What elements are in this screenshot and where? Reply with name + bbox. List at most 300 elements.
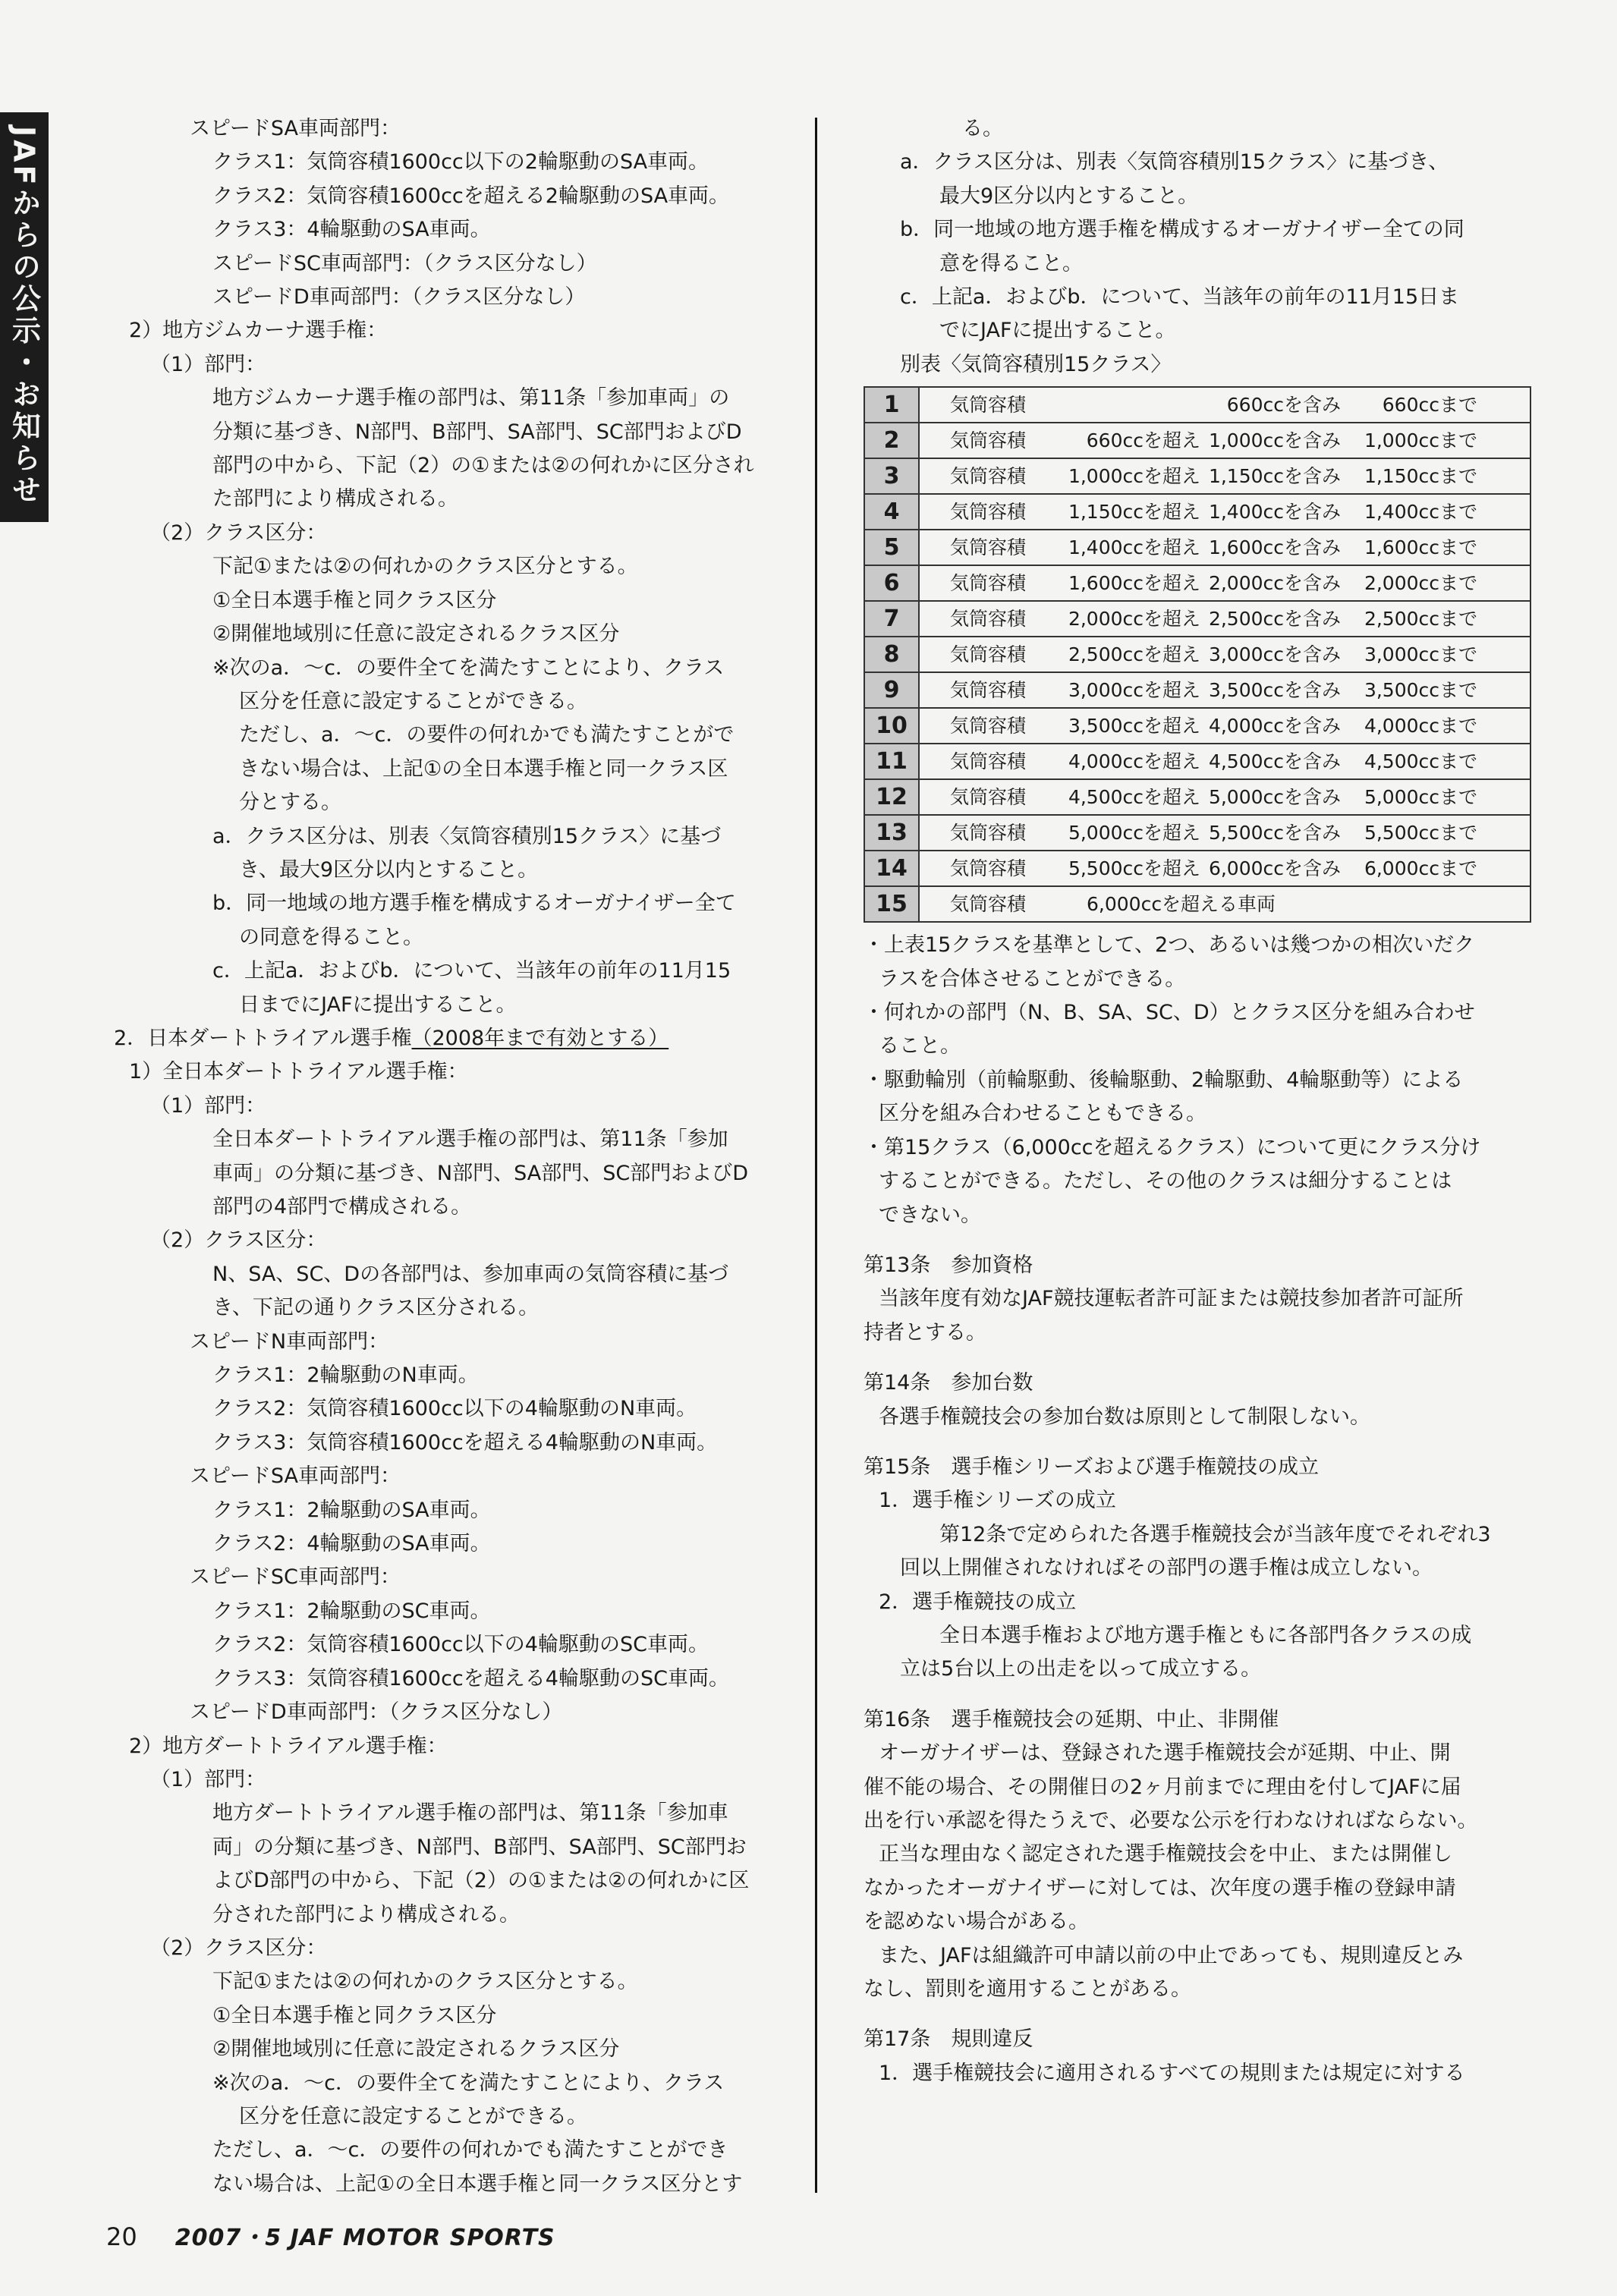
text-line xyxy=(864,963,1531,996)
text-line xyxy=(864,1484,1531,1518)
text-line-content: 2．日本ダートトライアル選手権 xyxy=(114,1026,412,1050)
text-line-content: よびD部門の中から、下記（2）の①または②の何れかに区 xyxy=(212,1869,750,1893)
table-row xyxy=(864,530,1530,565)
text-line-content: クラス2：4輪駆動のSA車両。 xyxy=(212,1532,491,1556)
table-row xyxy=(864,387,1530,423)
range-over: 1,150ccを超え xyxy=(1068,500,1200,523)
text-line-content: 日までにJAFに提出すること。 xyxy=(239,992,517,1017)
text-line-content: 両」の分類に基づき、N部門、B部門、SA部門、SC部門お xyxy=(212,1835,747,1859)
range-including: 5,000ccを含み xyxy=(1208,785,1341,808)
text-line xyxy=(114,1662,797,1696)
displacement-label: 気筒容積 xyxy=(950,429,1027,451)
range-including: 3,500ccを含み xyxy=(1208,678,1341,701)
right-column xyxy=(864,112,1531,2090)
class-number: 2 xyxy=(864,423,919,458)
displacement-label: 気筒容積 xyxy=(950,464,1027,487)
text-line xyxy=(114,753,797,786)
text-line xyxy=(114,652,797,685)
text-line-content: 第17条 規則違反 xyxy=(864,2027,1033,2052)
displacement-label: 気筒容積 xyxy=(950,714,1027,737)
text-line xyxy=(114,1763,797,1797)
text-line xyxy=(114,517,797,550)
class-range xyxy=(919,637,1530,672)
table-row xyxy=(864,565,1530,601)
text-line xyxy=(114,1190,797,1224)
table-row xyxy=(864,494,1530,530)
displacement-label: 気筒容積 xyxy=(950,678,1027,701)
text-line xyxy=(114,989,797,1022)
text-line xyxy=(114,1999,797,2033)
table-row xyxy=(864,672,1530,708)
text-line xyxy=(114,887,797,920)
text-line-content: ②開催地域別に任意に設定されるクラス区分 xyxy=(212,622,620,646)
text-line xyxy=(864,1973,1531,2006)
text-line xyxy=(114,449,797,483)
displacement-label: 気筒容積 xyxy=(950,607,1027,630)
text-line xyxy=(114,854,797,887)
text-line-content: ること。 xyxy=(879,1034,961,1058)
text-line-content: 催不能の場合、その開催日の2ヶ月前までに理由を付してJAFに届 xyxy=(864,1775,1461,1799)
class-number: 1 xyxy=(864,387,919,423)
text-line-content: 出を行い承認を得たうえで、必要な公示を行わなければならない。 xyxy=(864,1809,1478,1832)
text-line xyxy=(114,618,797,651)
text-line-content: 各選手権競技会の参加台数は原則として制限しない。 xyxy=(879,1404,1370,1429)
paragraph-gap xyxy=(864,1350,1531,1367)
text-line-content: なかったオーガナイザーに対しては、次年度の選手権の登録申請 xyxy=(864,1876,1456,1900)
range-upto: 1,150ccまで xyxy=(1364,464,1477,487)
text-line-content: b．同一地域の地方選手権を構成するオーガナイザー全て xyxy=(212,892,736,916)
text-line xyxy=(114,1527,797,1561)
column-divider xyxy=(815,118,817,2193)
text-line xyxy=(114,180,797,213)
text-line-content: ※次のa．～c．の要件全てを満たすことにより、クラス xyxy=(212,656,725,680)
text-line xyxy=(114,921,797,955)
class-number: 15 xyxy=(864,886,919,922)
range-over: 2,500ccを超え xyxy=(1068,643,1200,665)
text-line-content: ・駆動輪別（前輪駆動、後輪駆動、2輪駆動、4輪駆動等）による xyxy=(864,1068,1464,1092)
text-line xyxy=(114,1696,797,1729)
text-line xyxy=(864,2057,1531,2090)
text-line xyxy=(864,1653,1531,1686)
text-line xyxy=(114,2033,797,2066)
text-line xyxy=(114,382,797,415)
text-line xyxy=(864,1804,1531,1838)
class-range xyxy=(919,601,1530,637)
text-line-content: 2）地方ジムカーナ選手権： xyxy=(129,319,388,343)
displacement-label: 気筒容積 xyxy=(950,785,1027,808)
text-line xyxy=(114,1392,797,1426)
text-line-content: c．上記a．およびb．について、当該年の前年の11月15日ま xyxy=(900,285,1460,310)
text-line-content: 地方ジムカーナ選手権の部門は、第11条「参加車両」の xyxy=(212,386,730,410)
text-line-content: ①全日本選手権と同クラス区分 xyxy=(212,2003,497,2027)
text-line xyxy=(864,1771,1531,1804)
text-line-content: る。 xyxy=(962,117,1003,140)
text-line xyxy=(864,1316,1531,1350)
text-line xyxy=(114,820,797,854)
range-upto: 1,400ccまで xyxy=(1364,500,1477,523)
text-line-content: 持者とする。 xyxy=(864,1320,986,1345)
text-line-content: クラス3：気筒容積1600ccを超える4輪駆動のN車両。 xyxy=(212,1430,718,1455)
text-line xyxy=(114,584,797,618)
text-line-content: 分とする。 xyxy=(239,791,341,815)
range-upto: 1,000ccまで xyxy=(1364,429,1477,451)
class-range xyxy=(919,423,1530,458)
text-line-content: （1）部門： xyxy=(150,1093,266,1118)
range-including: 4,500ccを含み xyxy=(1208,750,1341,772)
text-line xyxy=(864,213,1531,247)
text-line xyxy=(864,1586,1531,1619)
text-line xyxy=(864,1097,1531,1131)
text-line xyxy=(114,1022,797,1055)
paragraph-gap xyxy=(864,1232,1531,1249)
text-line-content: 下記①または②の何れかのクラス区分とする。 xyxy=(212,1970,638,1994)
range-over: 1,400ccを超え xyxy=(1068,536,1200,558)
text-line-content: 1．選手権シリーズの成立 xyxy=(879,1489,1116,1513)
displacement-label: 気筒容積 xyxy=(950,892,1027,915)
range-over: 3,000ccを超え xyxy=(1068,678,1200,701)
text-line-content: ①全日本選手権と同クラス区分 xyxy=(212,588,497,612)
displacement-label: 気筒容積 xyxy=(950,393,1027,416)
section-tab-label: JAFからの公示・お知らせ xyxy=(7,126,41,507)
text-line xyxy=(864,1737,1531,1770)
class-number: 12 xyxy=(864,779,919,815)
text-line-content: スピードD車両部門：（クラス区分なし） xyxy=(190,1700,563,1725)
text-line xyxy=(864,1131,1531,1165)
range-over: 4,500ccを超え xyxy=(1068,785,1200,808)
text-line-content: クラス1：2輪駆動のSA車両。 xyxy=(212,1498,491,1522)
text-line xyxy=(114,1561,797,1594)
text-line xyxy=(864,180,1531,213)
text-line-content: 正当な理由なく認定された選手権競技会を中止、または開催し xyxy=(879,1842,1452,1867)
text-line-content: 第16条 選手権競技会の延期、中止、非開催 xyxy=(864,1707,1279,1731)
text-line xyxy=(114,1494,797,1527)
text-line-content: ただし、a．～c．の要件の何れかでも満たすことがで xyxy=(239,723,735,747)
displacement-label: 気筒容積 xyxy=(950,643,1027,665)
text-line-content: 1．選手権競技会に適用されるすべての規則または規定に対する xyxy=(879,2061,1465,2085)
text-line-content: できない。 xyxy=(879,1203,981,1227)
table-row xyxy=(864,779,1530,815)
text-line xyxy=(864,1401,1531,1434)
text-line xyxy=(114,281,797,314)
range-over: 6,000ccを超える車両 xyxy=(1087,892,1276,915)
text-line xyxy=(114,1831,797,1864)
text-line-content: 意を得ること。 xyxy=(939,251,1083,275)
text-line xyxy=(864,1619,1531,1653)
text-line-content: クラス1：2輪駆動のN車両。 xyxy=(212,1363,479,1388)
paragraph-gap xyxy=(864,1687,1531,1703)
text-line-content: スピードSC車両部門：（クラス区分なし） xyxy=(212,251,597,275)
text-line-content: た部門により構成される。 xyxy=(212,487,458,511)
text-line-content: クラス2：気筒容積1600cc以下の4輪駆動のN車両。 xyxy=(212,1397,697,1421)
page-number: 20 xyxy=(106,2222,137,2251)
text-line xyxy=(864,1282,1531,1316)
text-line-content: （1）部門： xyxy=(150,1767,266,1791)
text-line-content: 第14条 参加台数 xyxy=(864,1371,1033,1395)
text-line xyxy=(114,1595,797,1628)
class-range xyxy=(919,387,1530,423)
paragraph-gap xyxy=(864,1434,1531,1451)
text-line-content: クラス1：気筒容積1600cc以下の2輪駆動のSA車両。 xyxy=(212,150,709,175)
range-including: 1,400ccを含み xyxy=(1208,500,1341,523)
class-range xyxy=(919,565,1530,601)
text-line-content: ・何れかの部門（N、B、SA、SC、D）とクラス区分を組み合わせ xyxy=(864,1001,1475,1025)
text-line xyxy=(864,1165,1531,1198)
text-line-content: ない場合は、上記①の全日本選手権と同一クラス区分とす xyxy=(212,2172,743,2196)
text-line-content: 車両」の分類に基づき、N部門、SA部門、SC部門およびD xyxy=(212,1161,749,1185)
displacement-class-table xyxy=(864,386,1531,923)
range-upto: 3,000ccまで xyxy=(1364,643,1477,665)
text-line xyxy=(114,112,797,146)
text-line xyxy=(864,1872,1531,1905)
text-line xyxy=(114,1426,797,1460)
section-tab xyxy=(0,112,49,522)
text-line xyxy=(864,1064,1531,1097)
class-number: 6 xyxy=(864,565,919,601)
text-line xyxy=(114,416,797,449)
text-line-content: なし、罰則を適用することがある。 xyxy=(864,1977,1191,2002)
displacement-label: 気筒容積 xyxy=(950,500,1027,523)
class-range xyxy=(919,708,1530,744)
class-range xyxy=(919,779,1530,815)
text-line-content: き、最大9区分以内とすること。 xyxy=(239,857,539,882)
range-including: 1,600ccを含み xyxy=(1208,536,1341,558)
text-line-content: でにJAFに提出すること。 xyxy=(939,319,1176,343)
table-row xyxy=(864,851,1530,886)
text-line-content: 分類に基づき、N部門、B部門、SA部門、SC部門およびD xyxy=(212,420,742,444)
range-upto: 4,000ccまで xyxy=(1364,714,1477,737)
text-line xyxy=(114,146,797,179)
text-line xyxy=(114,955,797,988)
table-row xyxy=(864,708,1530,744)
text-line xyxy=(114,719,797,752)
displacement-label: 気筒容積 xyxy=(950,821,1027,844)
text-line-content: 第12条で定められた各選手権競技会が当該年度でそれぞれ3 xyxy=(939,1522,1491,1546)
table-row xyxy=(864,637,1530,672)
range-over: 1,600ccを超え xyxy=(1068,571,1200,594)
class-range xyxy=(919,815,1530,851)
class-number: 10 xyxy=(864,708,919,744)
text-line-content: また、JAFは組織許可申請以前の中止であっても、規則違反とみ xyxy=(879,1943,1464,1967)
class-range xyxy=(919,851,1530,886)
text-line xyxy=(864,1939,1531,1973)
text-line xyxy=(864,281,1531,314)
text-line-content: 地方ダートトライアル選手権の部門は、第11条「参加車 xyxy=(212,1801,728,1826)
text-line-content: ※次のa．～c．の要件全てを満たすことにより、クラス xyxy=(212,2071,725,2095)
magazine-title: 2007・5 JAF MOTOR SPORTS xyxy=(175,2225,555,2251)
range-over: 660ccを超え xyxy=(1086,429,1200,451)
range-including: 1,150ccを含み xyxy=(1208,464,1341,487)
range-including: 2,500ccを含み xyxy=(1208,607,1341,630)
right-column-top xyxy=(864,112,1531,382)
range-upto: 3,500ccまで xyxy=(1364,678,1477,701)
text-line-content: a．クラス区分は、別表〈気筒容積別15クラス〉に基づ xyxy=(212,824,722,848)
text-line-content: スピードSA車両部門： xyxy=(190,1464,401,1489)
text-line-content: 区分を組み合わせることもできる。 xyxy=(879,1102,1206,1126)
text-line-content: a．クラス区分は、別表〈気筒容積別15クラス〉に基づき、 xyxy=(900,150,1449,175)
text-line xyxy=(114,2168,797,2201)
text-line xyxy=(114,1291,797,1325)
range-upto: 660ccまで xyxy=(1382,393,1477,416)
table-row xyxy=(864,423,1530,458)
range-upto: 1,600ccまで xyxy=(1364,536,1477,558)
text-line xyxy=(864,1451,1531,1484)
text-line-content: クラス3：4輪駆動のSA車両。 xyxy=(212,218,491,242)
text-line xyxy=(114,2067,797,2100)
text-line xyxy=(114,1359,797,1392)
right-column-bottom xyxy=(864,929,1531,2090)
range-including: 2,000ccを含み xyxy=(1208,571,1341,594)
text-line xyxy=(114,1157,797,1190)
text-line-content: 最大9区分以内とすること。 xyxy=(939,184,1199,208)
displacement-label: 気筒容積 xyxy=(950,750,1027,772)
range-over: 4,000ccを超え xyxy=(1068,750,1200,772)
text-line xyxy=(864,314,1531,348)
range-including: 3,000ccを含み xyxy=(1208,643,1341,665)
text-line-content: を認めない場合がある。 xyxy=(864,1910,1089,1934)
text-line-content: スピードN車両部門： xyxy=(190,1329,389,1354)
text-line-content: スピードD車両部門：（クラス区分なし） xyxy=(212,285,586,310)
text-line xyxy=(864,1552,1531,1585)
text-line-content: b．同一地域の地方選手権を構成するオーガナイザー全ての同 xyxy=(900,218,1464,242)
class-range xyxy=(919,530,1530,565)
text-line-content: 2．選手権競技の成立 xyxy=(879,1590,1077,1614)
displacement-label: 気筒容積 xyxy=(950,536,1027,558)
displacement-label: 気筒容積 xyxy=(950,571,1027,594)
text-line-content: 区分を任意に設定することができる。 xyxy=(239,689,587,713)
text-line-content: ・第15クラス（6,000ccを超えるクラス）について更にクラス分け xyxy=(864,1135,1481,1159)
text-line xyxy=(114,550,797,583)
range-upto: 5,500ccまで xyxy=(1364,821,1477,844)
text-line xyxy=(114,348,797,382)
text-line xyxy=(114,2100,797,2134)
range-including: 660ccを含み xyxy=(1226,393,1341,416)
text-line-content: 立は5台以上の出走を以って成立する。 xyxy=(900,1657,1262,1681)
text-line-content: N、SA、SC、Dの各部門は、参加車両の気筒容積に基づ xyxy=(212,1262,729,1286)
text-line-content: 第13条 参加資格 xyxy=(864,1253,1033,1277)
class-range xyxy=(919,494,1530,530)
text-line xyxy=(864,1030,1531,1063)
text-line xyxy=(114,1730,797,1763)
class-number: 3 xyxy=(864,458,919,494)
text-line-content: クラス2：気筒容積1600ccを超える2輪駆動のSA車両。 xyxy=(212,184,730,208)
text-line xyxy=(864,1249,1531,1282)
text-line xyxy=(114,1797,797,1830)
text-line-content: 全日本ダートトライアル選手権の部門は、第11条「参加 xyxy=(212,1128,728,1152)
text-line xyxy=(864,929,1531,962)
paragraph-gap xyxy=(864,2006,1531,2023)
text-line xyxy=(864,146,1531,179)
text-line xyxy=(114,1932,797,1965)
text-line xyxy=(114,786,797,819)
range-over: 3,500ccを超え xyxy=(1068,714,1200,737)
text-line xyxy=(114,1326,797,1359)
text-line xyxy=(864,1518,1531,1552)
text-line xyxy=(114,213,797,247)
text-line-content: スピードSC車両部門： xyxy=(190,1565,401,1590)
text-line-content: 1）全日本ダートトライアル選手権： xyxy=(129,1060,468,1084)
text-line xyxy=(114,1864,797,1898)
text-line-content: （2）クラス区分： xyxy=(150,521,327,545)
page-footer xyxy=(106,2219,555,2252)
text-line-content: 回以上開催されなければその部門の選手権は成立しない。 xyxy=(900,1556,1433,1580)
text-line xyxy=(114,314,797,348)
class-range xyxy=(919,886,1530,922)
text-line-content: の同意を得ること。 xyxy=(239,925,423,949)
text-line xyxy=(114,1258,797,1291)
text-line-content: オーガナイザーは、登録された選手権競技会が延期、中止、開 xyxy=(879,1741,1451,1766)
text-line-content: 区分を任意に設定することができる。 xyxy=(239,2104,587,2128)
text-line-content: ・上表15クラスを基準として、2つ、あるいは幾つかの相次いだク xyxy=(864,933,1475,958)
text-line xyxy=(114,1055,797,1089)
range-upto: 2,000ccまで xyxy=(1364,571,1477,594)
class-number: 13 xyxy=(864,815,919,851)
text-line xyxy=(864,1199,1531,1232)
text-line xyxy=(864,2023,1531,2056)
text-line xyxy=(114,2134,797,2167)
text-line-content: スピードSA車両部門： xyxy=(190,117,401,140)
underlined-note: （2008年まで有効とする） xyxy=(411,1026,669,1050)
text-line xyxy=(864,1905,1531,1939)
table-row xyxy=(864,886,1530,922)
text-line-content: ラスを合体させることができる。 xyxy=(879,967,1186,991)
text-line-content: き、下記の通りクラス区分される。 xyxy=(212,1296,540,1320)
class-number: 9 xyxy=(864,672,919,708)
class-number: 11 xyxy=(864,744,919,779)
text-line xyxy=(864,247,1531,281)
text-line-content: c．上記a．およびb．について、当該年の前年の11月15 xyxy=(212,959,731,983)
class-range xyxy=(919,458,1530,494)
text-line xyxy=(114,1460,797,1493)
text-line xyxy=(114,1898,797,1932)
class-number: 4 xyxy=(864,494,919,530)
text-line-content: クラス1：2輪駆動のSC車両。 xyxy=(212,1599,491,1623)
text-line-content: （1）部門： xyxy=(150,352,266,376)
text-line-content: ただし、a．～c．の要件の何れかでも満たすことができ xyxy=(212,2138,728,2162)
text-line xyxy=(114,247,797,281)
text-line-content: 全日本選手権および地方選手権ともに各部門各クラスの成 xyxy=(939,1623,1472,1647)
table-row xyxy=(864,458,1530,494)
text-line-content: クラス2：気筒容積1600cc以下の4輪駆動のSC車両。 xyxy=(212,1633,709,1657)
text-line xyxy=(864,1703,1531,1737)
text-line xyxy=(114,1224,797,1257)
class-number: 14 xyxy=(864,851,919,886)
text-line-content: （2）クラス区分： xyxy=(150,1936,327,1960)
displacement-label: 気筒容積 xyxy=(950,857,1027,879)
range-upto: 2,500ccまで xyxy=(1364,607,1477,630)
text-line xyxy=(114,1628,797,1662)
text-line xyxy=(114,1090,797,1123)
range-including: 4,000ccを含み xyxy=(1208,714,1341,737)
table-row xyxy=(864,815,1530,851)
text-line-content: することができる。ただし、その他のクラスは細分することは xyxy=(879,1169,1452,1194)
range-over: 5,000ccを超え xyxy=(1068,821,1200,844)
range-including: 5,500ccを含み xyxy=(1208,821,1341,844)
range-upto: 5,000ccまで xyxy=(1364,785,1477,808)
range-over: 2,000ccを超え xyxy=(1068,607,1200,630)
range-over: 1,000ccを超え xyxy=(1068,464,1200,487)
text-line xyxy=(114,1965,797,1999)
range-upto: 6,000ccまで xyxy=(1364,857,1477,879)
range-over: 5,500ccを超え xyxy=(1068,857,1200,879)
text-line xyxy=(864,1367,1531,1400)
range-upto: 4,500ccまで xyxy=(1364,750,1477,772)
text-line xyxy=(114,483,797,516)
table-row xyxy=(864,744,1530,779)
class-number: 8 xyxy=(864,637,919,672)
text-line-content: きない場合は、上記①の全日本選手権と同一クラス区 xyxy=(239,756,728,781)
class-range xyxy=(919,744,1530,779)
text-line-content: 第15条 選手権シリーズおよび選手権競技の成立 xyxy=(864,1455,1320,1479)
